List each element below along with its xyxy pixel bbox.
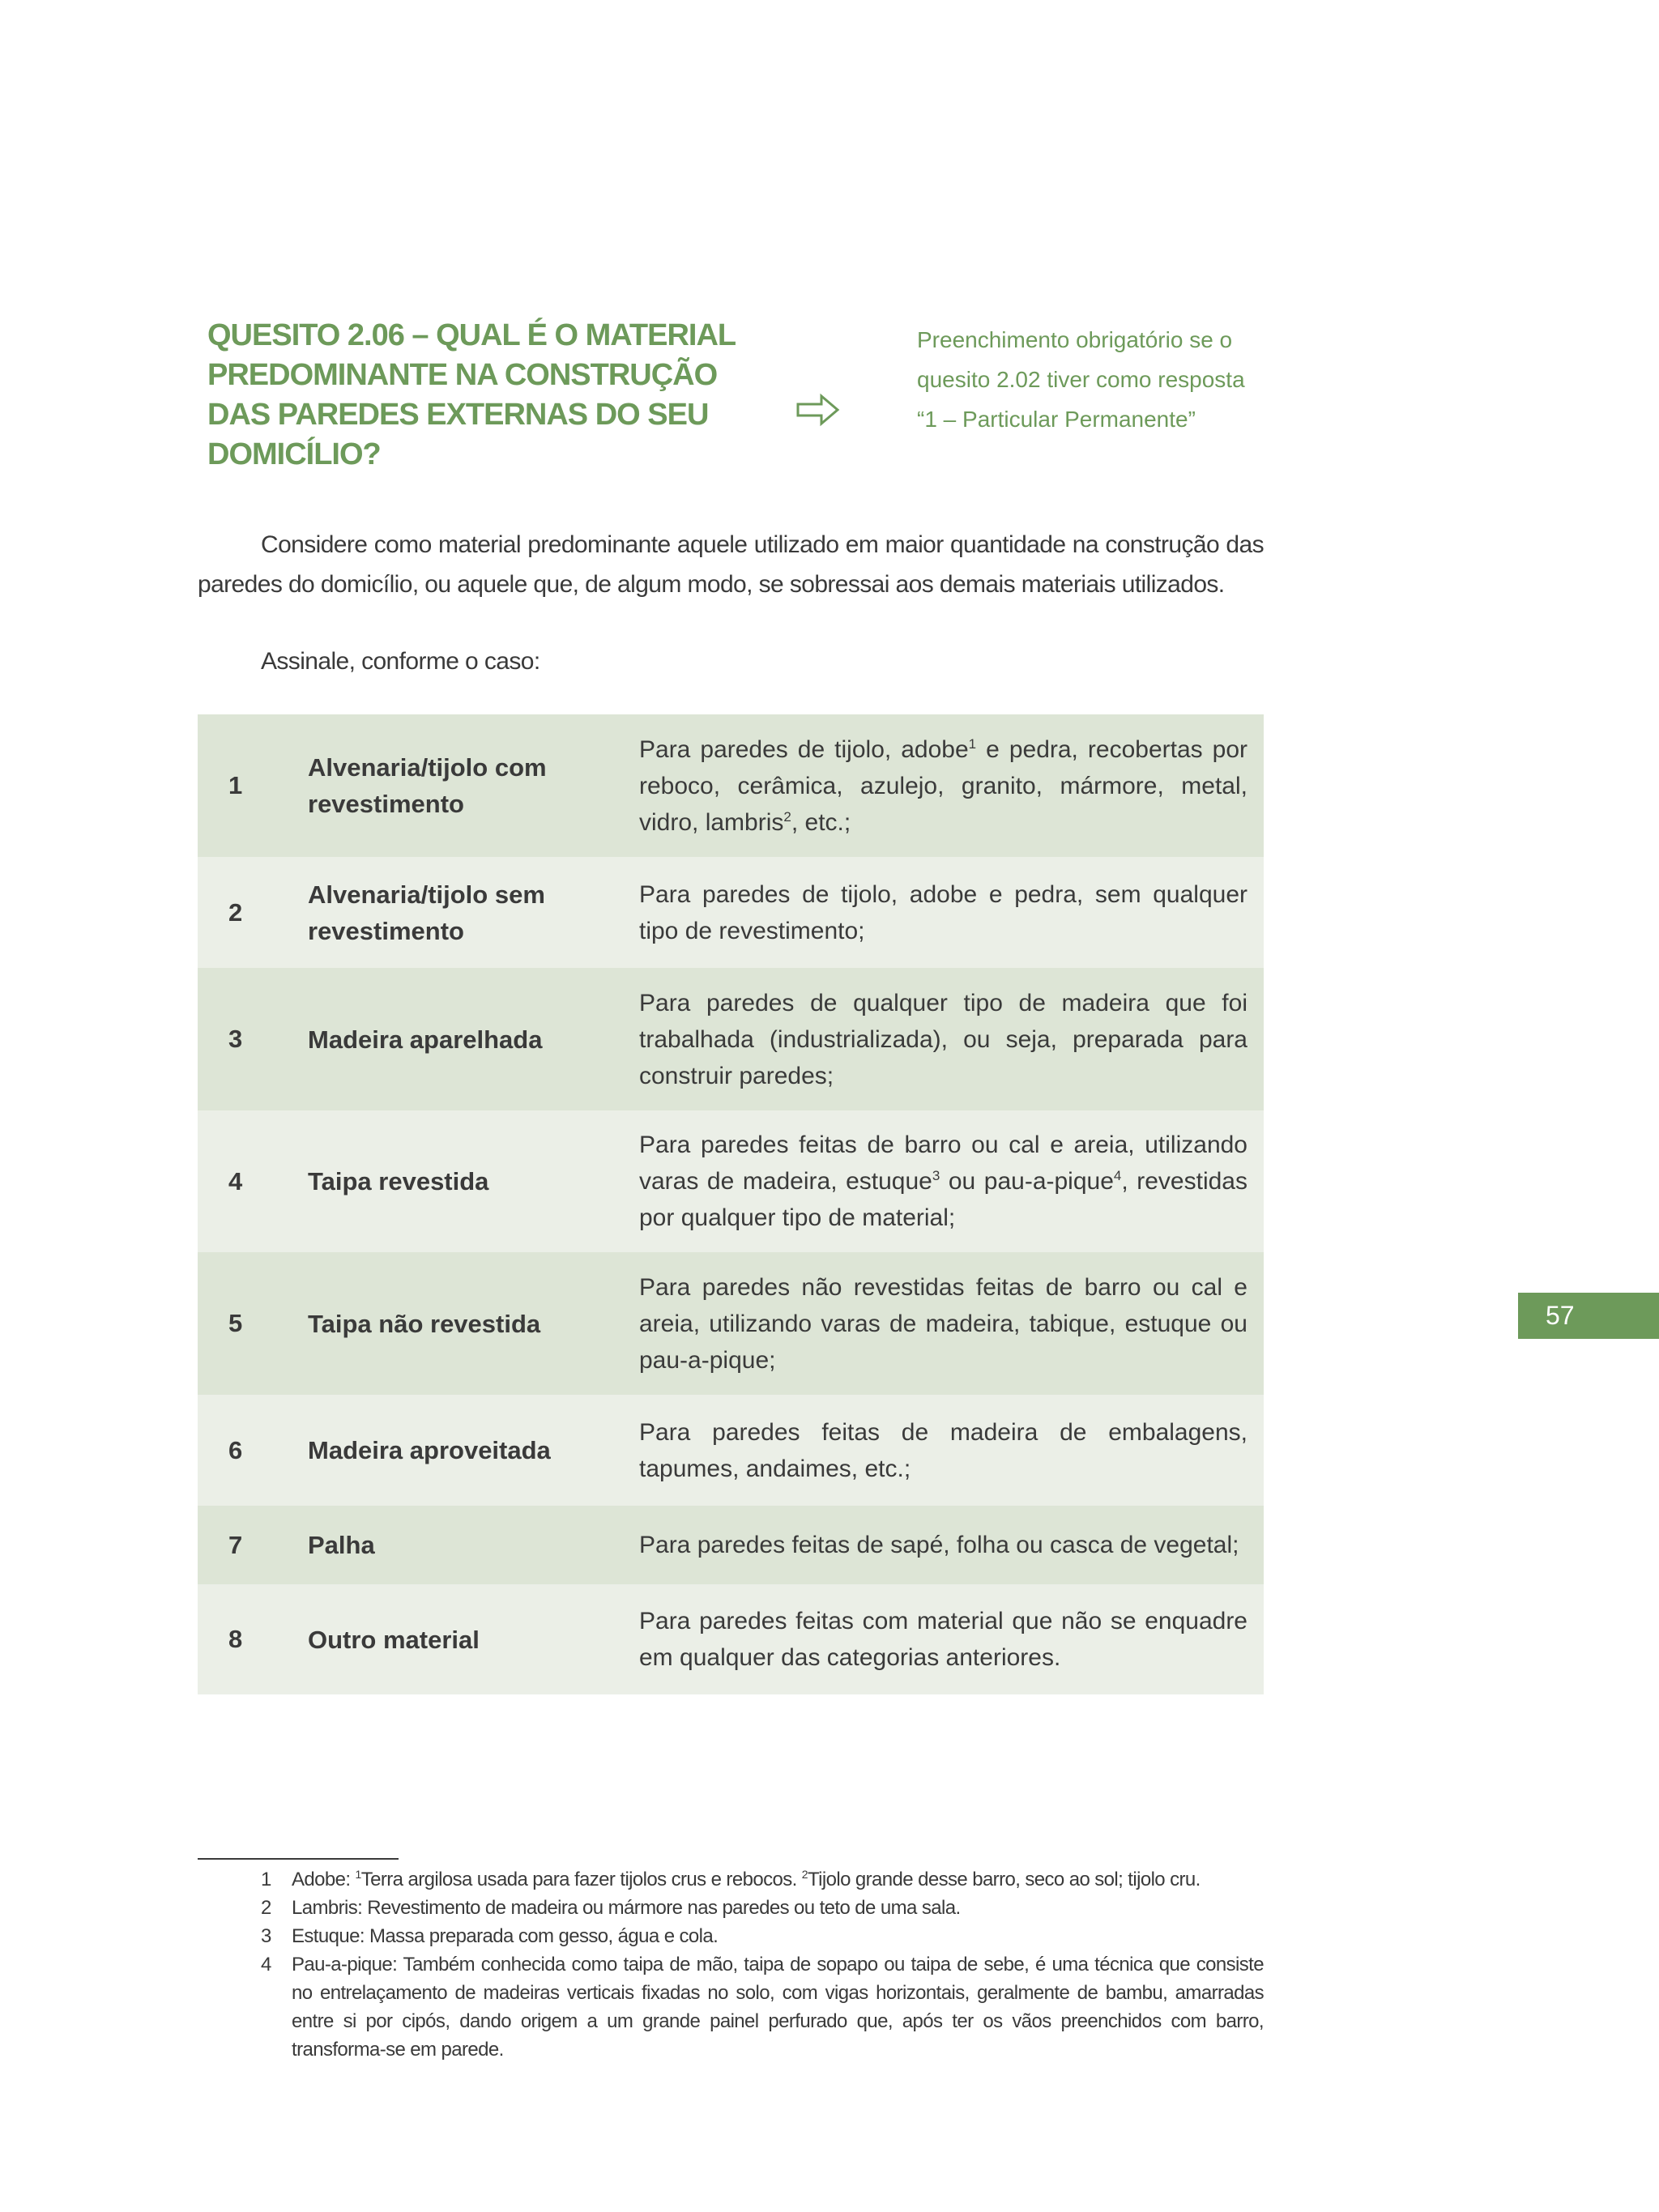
option-name: Taipa revestida	[308, 1167, 489, 1196]
option-row	[198, 1584, 1264, 1694]
option-row	[198, 1395, 1264, 1506]
footnote-ref: 2	[783, 808, 791, 825]
footnote-number: 4	[261, 1954, 271, 1975]
footnote-ref: 3	[932, 1168, 940, 1183]
footnote-text: Estuque: Massa preparada com gesso, água e cola.	[292, 1925, 719, 1947]
footnote-number: 2	[261, 1897, 271, 1919]
footnote-ref: 1	[968, 735, 977, 752]
option-row	[198, 714, 1264, 857]
option-code: 2	[228, 897, 243, 927]
intro-paragraph: Considere como material predominante aquele utilizado em maior quantidade na construção das paredes do domicílio, ou aquele que, de algum modo, se sobressai aos demais materiais utilizados.	[198, 531, 1264, 598]
option-code: 7	[228, 1530, 243, 1559]
footnote	[261, 1950, 1264, 2064]
option-row	[198, 1252, 1264, 1395]
option-code: 6	[228, 1435, 243, 1464]
option-code: 5	[228, 1309, 243, 1337]
option-description: Para paredes feitas de barro ou cal e areia, utilizando varas de madeira, estuque$^3$ ou pau-a-pique$^4$, revestidas por qualquer tipo de material;	[639, 1132, 1247, 1231]
instruction-text: Assinale, conforme o caso:	[261, 648, 540, 675]
option-row	[198, 857, 1264, 968]
footnote-text: Pau-a-pique: Também conhecida como taipa de mão, taipa de sopapo ou taipa de sebe, é uma técnica que consiste no entrelaçamento de madeiras verticais fixadas no solo, com vigas horizontais, geralmente de bambu, amarradas entre si por cipós, dando origem a um grande painel perfurado que, após ter os vãos preenchidos com barro, transforma-se em parede.	[292, 1954, 1264, 2061]
footnote: 1 Adobe: $^1$Terra argilosa usada para fazer tijolos crus e rebocos. $^2$Tijolo grande desse barro, seco ao sol; tijolo cru.	[261, 1865, 1264, 1894]
option-name: Alvenaria/tijolo com revestimento	[308, 753, 547, 818]
option-code: 3	[228, 1025, 243, 1053]
footnote-number: 3	[261, 1925, 271, 1947]
fill-condition-note: Preenchimento obrigatório se o quesito 2.02 tiver como resposta “1 – Particular Permanente”	[917, 327, 1245, 432]
option-name: Taipa não revestida	[308, 1309, 541, 1338]
option-description: Para paredes de tijolo, adobe$^1$ e pedra, recobertas por reboco, cerâmica, azulejo, granito, mármore, metal, vidro, lambris$^2$, etc.;	[639, 735, 1248, 836]
option-description: Para paredes de tijolo, adobe e pedra, sem qualquer tipo de revestimento;	[639, 880, 1247, 944]
option-description: Para paredes não revestidas feitas de barro ou cal e areia, utilizando varas de madeira, tabique, estuque ou pau-a-pique;	[639, 1273, 1247, 1374]
footnote	[261, 1894, 1264, 1922]
option-name: Palha	[308, 1531, 375, 1559]
option-description: Para paredes feitas com material que não se enquadre em qualquer das categorias anteriores.	[639, 1608, 1247, 1671]
footnote	[261, 1922, 1264, 1950]
option-code: 1	[228, 771, 243, 799]
option-row	[198, 968, 1264, 1110]
options-table	[198, 714, 1264, 1694]
option-name: Alvenaria/tijolo sem revestimento	[308, 880, 545, 945]
option-code: 8	[228, 1625, 243, 1653]
option-description: Para paredes de qualquer tipo de madeira que foi trabalhada (industrializada), ou seja, preparada para construir paredes;	[639, 989, 1247, 1089]
option-row	[198, 1110, 1264, 1252]
right-arrow-outline-icon	[795, 393, 841, 427]
option-name: Madeira aproveitada	[308, 1436, 551, 1464]
option-code: 4	[228, 1166, 243, 1196]
footnote-divider	[198, 1858, 399, 1860]
footnote-ref: 4	[1113, 1168, 1122, 1183]
footnote-number: 1	[261, 1869, 271, 1890]
footnote-text: Lambris: Revestimento de madeira ou mármore nas paredes ou teto de uma sala.	[292, 1897, 961, 1919]
option-description: Para paredes feitas de sapé, folha ou casca de vegetal;	[639, 1532, 1239, 1558]
option-description: Para paredes feitas de madeira de embalagens, tapumes, andaimes, etc.;	[639, 1418, 1247, 1482]
option-name: Outro material	[308, 1625, 480, 1654]
option-name: Madeira aparelhada	[308, 1025, 543, 1054]
page-number: 57	[1518, 1293, 1659, 1339]
quesito-title: QUESITO 2.06 – QUAL É O MATERIAL PREDOMINANTE NA CONSTRUÇÃO DAS PAREDES EXTERNAS DO SEU DOMICÍLIO?	[207, 318, 736, 471]
option-row	[198, 1506, 1264, 1584]
footnotes	[261, 1865, 1264, 2064]
